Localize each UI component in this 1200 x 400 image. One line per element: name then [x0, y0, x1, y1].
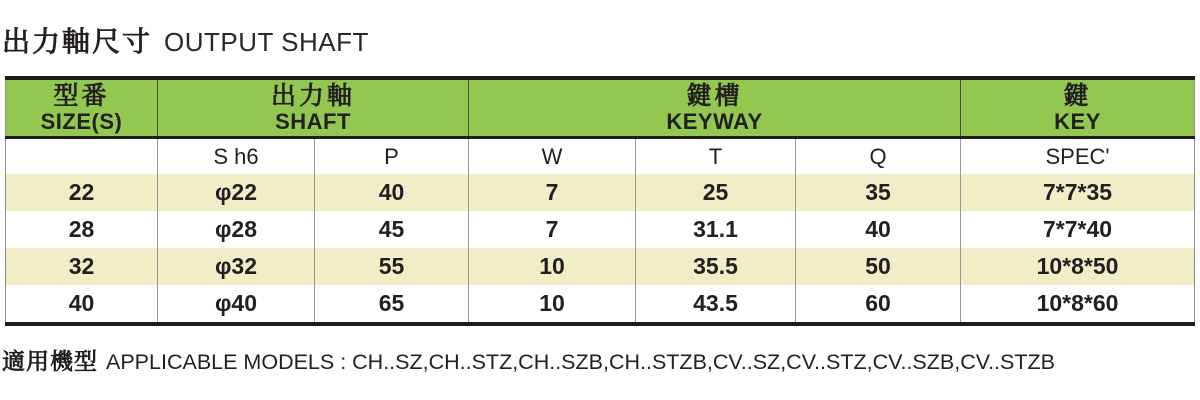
subheader-q: Q [796, 138, 961, 175]
column-group-shaft [158, 78, 469, 138]
cell-q: 60 [796, 285, 961, 324]
group-keyway-en: KEYWAY [666, 108, 763, 134]
applicable-models-en: APPLICABLE MODELS : CH..SZ,CH..STZ,CH..SZB,CH..STZB,CV..SZ,CV..STZ,CV..SZB,CV..STZB [106, 350, 1056, 374]
column-group-size [6, 78, 158, 138]
table-row [6, 248, 1195, 285]
cell-w: 10 [469, 285, 636, 324]
cell-shaft-diameter: φ28 [158, 211, 315, 248]
cell-spec: 10*8*60 [961, 285, 1195, 324]
cell-p: 65 [315, 285, 469, 324]
group-shaft-en: SHAFT [275, 108, 351, 134]
applicable-models-note [2, 343, 1200, 376]
column-group-keyway [469, 78, 961, 138]
cell-w: 7 [469, 174, 636, 211]
column-group-key [961, 78, 1195, 138]
group-key-en: KEY [1054, 108, 1101, 134]
output-shaft-table [5, 76, 1195, 326]
page-title [2, 20, 1200, 60]
catalog-page [0, 20, 1200, 400]
cell-q: 50 [796, 248, 961, 285]
cell-shaft-diameter: φ32 [158, 248, 315, 285]
cell-q: 40 [796, 211, 961, 248]
cell-size: 28 [6, 211, 158, 248]
table-row [6, 211, 1195, 248]
cell-q: 35 [796, 174, 961, 211]
subheader-p: P [315, 138, 469, 175]
subheader-t: T [636, 138, 796, 175]
group-size-en: SIZE(S) [40, 108, 123, 134]
subheader-spec: SPEC' [961, 138, 1195, 175]
cell-w: 7 [469, 211, 636, 248]
cell-t: 25 [636, 174, 796, 211]
subheader-blank [6, 138, 158, 175]
group-key-zh: 鍵 [1063, 81, 1092, 110]
table-row [6, 285, 1195, 324]
group-shaft-zh: 出力軸 [271, 81, 356, 110]
cell-spec: 10*8*50 [961, 248, 1195, 285]
cell-p: 45 [315, 211, 469, 248]
sub-header-row [6, 138, 1195, 175]
cell-shaft-diameter: φ22 [158, 174, 315, 211]
group-size-zh: 型番 [53, 81, 110, 110]
cell-t: 35.5 [636, 248, 796, 285]
cell-shaft-diameter: φ40 [158, 285, 315, 324]
cell-size: 40 [6, 285, 158, 324]
cell-spec: 7*7*35 [961, 174, 1195, 211]
cell-p: 40 [315, 174, 469, 211]
table-row [6, 174, 1195, 211]
cell-w: 10 [469, 248, 636, 285]
group-keyway-zh: 鍵槽 [686, 81, 743, 110]
applicable-models-zh: 適用機型 [2, 348, 98, 374]
cell-spec: 7*7*40 [961, 211, 1195, 248]
subheader-w: W [469, 138, 636, 175]
group-header-row [6, 78, 1195, 138]
subheader-s-h6: S h6 [158, 138, 315, 175]
cell-p: 55 [315, 248, 469, 285]
cell-t: 43.5 [636, 285, 796, 324]
page-title-chinese: 出力軸尺寸 [2, 26, 153, 57]
cell-size: 32 [6, 248, 158, 285]
cell-t: 31.1 [636, 211, 796, 248]
page-title-english: OUTPUT SHAFT [164, 27, 369, 57]
cell-size: 22 [6, 174, 158, 211]
